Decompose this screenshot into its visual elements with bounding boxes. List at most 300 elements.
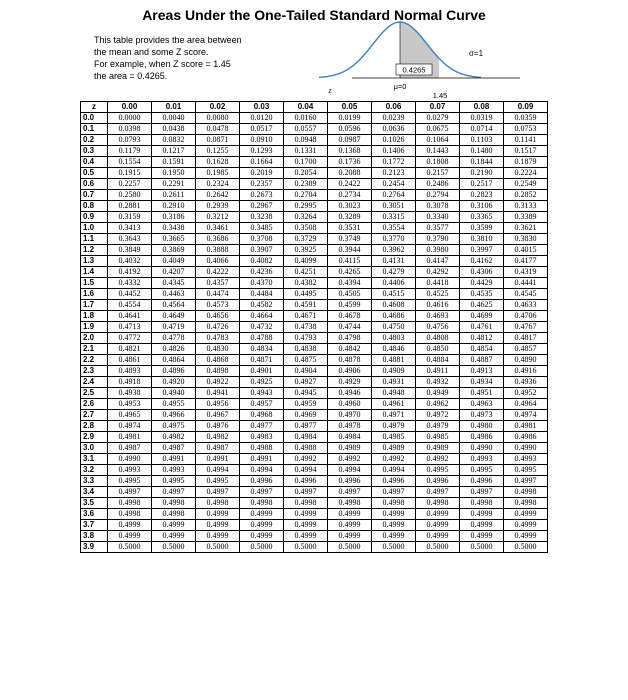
table-cell: 0.4564 [152,300,196,311]
table-cell: 0.3106 [460,201,504,212]
table-row [81,465,548,476]
table-cell: 0.4990 [108,454,152,465]
table-cell: 0.4864 [152,355,196,366]
table-cell: 0.4901 [240,366,284,377]
table-cell: 0.2910 [152,201,196,212]
table-row [81,168,548,179]
table-cell: 0.4993 [108,465,152,476]
table-cell: 0.3621 [504,223,548,234]
table-cell: 0.5000 [196,542,240,553]
table-cell: 0.4875 [284,355,328,366]
row-z-value: 1.1 [81,234,108,245]
table-cell: 0.4582 [240,300,284,311]
table-cell: 0.0910 [240,135,284,146]
table-cell: 0.4998 [196,498,240,509]
table-cell: 0.2995 [284,201,328,212]
table-cell: 0.4738 [284,322,328,333]
table-cell: 0.4972 [416,410,460,421]
table-cell: 0.4265 [328,267,372,278]
table-cell: 0.5000 [108,542,152,553]
table-cell: 0.5000 [284,542,328,553]
row-z-value: 2.1 [81,344,108,355]
table-cell: 0.4999 [196,531,240,542]
table-cell: 0.3665 [152,234,196,245]
table-cell: 0.4952 [504,388,548,399]
table-cell: 0.2486 [416,179,460,190]
table-cell: 0.4909 [372,366,416,377]
row-z-value: 2.8 [81,421,108,432]
table-row [81,322,548,333]
table-cell: 0.2324 [196,179,240,190]
table-cell: 0.4357 [196,278,240,289]
table-cell: 0.3389 [504,212,548,223]
table-cell: 0.3461 [196,223,240,234]
table-cell: 0.4817 [504,333,548,344]
table-cell: 0.4970 [328,410,372,421]
table-cell: 0.4608 [372,300,416,311]
row-z-value: 1.0 [81,223,108,234]
table-row [81,355,548,366]
row-z-value: 0.6 [81,179,108,190]
table-cell: 0.4999 [460,531,504,542]
row-z-value: 3.9 [81,542,108,553]
table-cell: 0.4998 [460,498,504,509]
table-cell: 0.0987 [328,135,372,146]
table-row [81,366,548,377]
table-cell: 0.4463 [152,289,196,300]
table-cell: 0.4992 [372,454,416,465]
table-cell: 0.4986 [460,432,504,443]
table-cell: 0.4988 [240,443,284,454]
table-cell: 0.4976 [196,421,240,432]
table-row [81,157,548,168]
table-cell: 0.0675 [416,124,460,135]
table-cell: 0.4995 [152,476,196,487]
intro-line: For example, when Z score = 1.45 [94,59,231,69]
table-cell: 0.4099 [284,256,328,267]
table-cell: 0.4162 [460,256,504,267]
table-cell: 0.3790 [416,234,460,245]
table-cell: 0.4998 [504,487,548,498]
table-cell: 0.3599 [460,223,504,234]
table-cell: 0.4974 [108,421,152,432]
table-cell: 0.4713 [108,322,152,333]
table-cell: 0.4998 [416,498,460,509]
table-cell: 0.3980 [416,245,460,256]
table-cell: 0.4999 [416,509,460,520]
table-cell: 0.1141 [504,135,548,146]
table-cell: 0.5000 [372,542,416,553]
table-cell: 0.4999 [372,531,416,542]
table-cell: 0.4616 [416,300,460,311]
table-cell: 0.2704 [284,190,328,201]
table-cell: 0.4929 [328,377,372,388]
table-cell: 0.4999 [284,531,328,542]
table-cell: 0.4207 [152,267,196,278]
table-cell: 0.4997 [196,487,240,498]
table-row [81,146,548,157]
table-cell: 0.4505 [328,289,372,300]
table-row [81,509,548,520]
table-cell: 0.0871 [196,135,240,146]
table-cell: 0.4999 [372,509,416,520]
table-cell: 0.4997 [240,487,284,498]
table-cell: 0.4515 [372,289,416,300]
table-cell: 0.4977 [240,421,284,432]
table-cell: 0.4671 [284,311,328,322]
table-cell: 0.3212 [196,212,240,223]
table-cell: 0.2054 [284,168,328,179]
table-cell: 0.4960 [328,399,372,410]
row-z-value: 1.8 [81,311,108,322]
table-cell: 0.4995 [196,476,240,487]
table-cell: 0.4452 [108,289,152,300]
table-cell: 0.4959 [284,399,328,410]
area-label: 0.4265 [402,65,426,75]
table-cell: 0.1480 [460,146,504,157]
row-z-value: 2.3 [81,366,108,377]
table-cell: 0.4998 [108,498,152,509]
table-cell: 0.2611 [152,190,196,201]
table-cell: 0.4979 [416,421,460,432]
table-cell: 0.4920 [152,377,196,388]
table-cell: 0.4989 [372,443,416,454]
table-cell: 0.4922 [196,377,240,388]
table-cell: 0.4997 [416,487,460,498]
table-cell: 0.4999 [504,531,548,542]
table-cell: 0.4962 [416,399,460,410]
table-cell: 0.1736 [328,157,372,168]
table-cell: 0.2580 [108,190,152,201]
table-cell: 0.4854 [460,344,504,355]
table-row [81,190,548,201]
table-cell: 0.4967 [196,410,240,421]
table-row [81,542,548,553]
table-cell: 0.4999 [196,520,240,531]
table-cell: 0.2881 [108,201,152,212]
table-cell: 0.4995 [108,476,152,487]
table-cell: 0.0832 [152,135,196,146]
table-cell: 0.3078 [416,201,460,212]
table-cell: 0.3643 [108,234,152,245]
table-cell: 0.3749 [328,234,372,245]
table-cell: 0.4868 [196,355,240,366]
table-cell: 0.2454 [372,179,416,190]
table-row [81,234,548,245]
table-cell: 0.4633 [504,300,548,311]
table-row [81,344,548,355]
row-z-value: 0.4 [81,157,108,168]
table-row [81,410,548,421]
row-z-value: 2.2 [81,355,108,366]
column-header: 0.03 [240,102,284,113]
table-cell: 0.3849 [108,245,152,256]
table-cell: 0.1517 [504,146,548,157]
table-cell: 0.4599 [328,300,372,311]
table-cell: 0.3997 [460,245,504,256]
z-axis-label: z [328,86,332,95]
table-cell: 0.4857 [504,344,548,355]
table-cell: 0.4997 [108,487,152,498]
row-z-value: 1.6 [81,289,108,300]
table-cell: 0.3869 [152,245,196,256]
table-cell: 0.4656 [196,311,240,322]
table-row [81,289,548,300]
table-cell: 0.4995 [416,465,460,476]
table-cell: 0.0239 [372,113,416,124]
table-cell: 0.2389 [284,179,328,190]
table-cell: 0.4896 [152,366,196,377]
table-cell: 0.4850 [416,344,460,355]
table-cell: 0.1554 [108,157,152,168]
table-cell: 0.1628 [196,157,240,168]
table-cell: 0.4943 [240,388,284,399]
table-cell: 0.4834 [240,344,284,355]
table-cell: 0.4971 [372,410,416,421]
table-cell: 0.3133 [504,201,548,212]
row-z-value: 0.1 [81,124,108,135]
table-cell: 0.4394 [328,278,372,289]
table-cell: 0.3907 [240,245,284,256]
table-cell: 0.3438 [152,223,196,234]
table-cell: 0.3830 [504,234,548,245]
row-z-value: 0.5 [81,168,108,179]
row-z-value: 3.7 [81,520,108,531]
row-z-value: 2.6 [81,399,108,410]
table-cell: 0.2123 [372,168,416,179]
table-cell: 0.4993 [460,454,504,465]
table-cell: 0.4778 [152,333,196,344]
table-cell: 0.4890 [504,355,548,366]
table-cell: 0.3729 [284,234,328,245]
table-cell: 0.4948 [372,388,416,399]
table-cell: 0.4279 [372,267,416,278]
table-row [81,388,548,399]
table-cell: 0.4999 [460,520,504,531]
row-z-value: 3.0 [81,443,108,454]
table-cell: 0.4989 [416,443,460,454]
table-cell: 0.1293 [240,146,284,157]
table-cell: 0.4887 [460,355,504,366]
table-cell: 0.3413 [108,223,152,234]
table-cell: 0.4808 [416,333,460,344]
table-cell: 0.4998 [152,509,196,520]
table-cell: 0.0948 [284,135,328,146]
table-row [81,201,548,212]
table-row [81,333,548,344]
table-cell: 0.2734 [328,190,372,201]
table-cell: 0.2291 [152,179,196,190]
table-cell: 0.2549 [504,179,548,190]
table-cell: 0.4545 [504,289,548,300]
table-cell: 0.3962 [372,245,416,256]
table-cell: 0.2967 [240,201,284,212]
table-cell: 0.3810 [460,234,504,245]
table-cell: 0.1700 [284,157,328,168]
table-cell: 0.3531 [328,223,372,234]
table-cell: 0.4990 [460,443,504,454]
table-cell: 0.4788 [240,333,284,344]
table-cell: 0.0793 [108,135,152,146]
table-cell: 0.4938 [108,388,152,399]
table-cell: 0.4983 [240,432,284,443]
table-cell: 0.4793 [284,333,328,344]
row-z-value: 1.7 [81,300,108,311]
table-cell: 0.4981 [108,432,152,443]
table-cell: 0.3708 [240,234,284,245]
table-cell: 0.4992 [416,454,460,465]
table-cell: 0.4992 [328,454,372,465]
table-cell: 0.4995 [460,465,504,476]
table-cell: 0.4147 [416,256,460,267]
table-cell: 0.4884 [416,355,460,366]
table-cell: 0.4968 [240,410,284,421]
table-cell: 0.1879 [504,157,548,168]
table-cell: 0.4726 [196,322,240,333]
table-cell: 0.3315 [372,212,416,223]
table-cell: 0.4988 [284,443,328,454]
table-cell: 0.4985 [372,432,416,443]
table-cell: 0.4525 [416,289,460,300]
table-cell: 0.4319 [504,267,548,278]
table-cell: 0.0120 [240,113,284,124]
table-row [81,311,548,322]
table-row [81,454,548,465]
table-cell: 0.4991 [196,454,240,465]
table-cell: 0.1368 [328,146,372,157]
table-cell: 0.3888 [196,245,240,256]
table-row [81,443,548,454]
table-cell: 0.3770 [372,234,416,245]
table-cell: 0.3686 [196,234,240,245]
table-cell: 0.3238 [240,212,284,223]
table-cell: 0.4535 [460,289,504,300]
table-row [81,113,548,124]
table-cell: 0.4898 [196,366,240,377]
row-z-value: 1.4 [81,267,108,278]
table-cell: 0.4032 [108,256,152,267]
table-row [81,377,548,388]
table-cell: 0.4977 [284,421,328,432]
table-cell: 0.4927 [284,377,328,388]
table-cell: 0.4991 [152,454,196,465]
table-cell: 0.4893 [108,366,152,377]
table-cell: 0.4904 [284,366,328,377]
table-cell: 0.4964 [504,399,548,410]
table-cell: 0.4965 [108,410,152,421]
table-cell: 0.1950 [152,168,196,179]
table-cell: 0.4066 [196,256,240,267]
table-cell: 0.4981 [504,421,548,432]
table-cell: 0.4999 [460,509,504,520]
table-cell: 0.4332 [108,278,152,289]
table-cell: 0.4761 [460,322,504,333]
table-cell: 0.4998 [284,498,328,509]
table-cell: 0.3577 [416,223,460,234]
table-cell: 0.2422 [328,179,372,190]
table-cell: 0.3485 [240,223,284,234]
table-cell: 0.1331 [284,146,328,157]
table-cell: 0.4641 [108,311,152,322]
table-cell: 0.4821 [108,344,152,355]
table-cell: 0.4706 [504,311,548,322]
table-cell: 0.2939 [196,201,240,212]
row-z-value: 2.0 [81,333,108,344]
row-z-value: 1.3 [81,256,108,267]
table-cell: 0.4177 [504,256,548,267]
intro-line: This table provides the area between [94,35,242,45]
table-cell: 0.0040 [152,113,196,124]
table-row [81,476,548,487]
table-cell: 0.0160 [284,113,328,124]
table-row [81,124,548,135]
row-z-value: 0.8 [81,201,108,212]
table-cell: 0.4649 [152,311,196,322]
table-row [81,267,548,278]
table-cell: 0.4998 [372,498,416,509]
intro-line: the mean and some Z score. [94,47,209,57]
table-cell: 0.4999 [240,509,284,520]
table-cell: 0.4999 [328,531,372,542]
table-row [81,421,548,432]
table-cell: 0.0596 [328,124,372,135]
table-row [81,256,548,267]
table-cell: 0.4987 [108,443,152,454]
table-cell: 0.1664 [240,157,284,168]
table-cell: 0.4980 [460,421,504,432]
table-cell: 0.4985 [416,432,460,443]
table-cell: 0.1217 [152,146,196,157]
table-cell: 0.4345 [152,278,196,289]
table-cell: 0.4842 [328,344,372,355]
row-z-value: 1.9 [81,322,108,333]
table-cell: 0.5000 [460,542,504,553]
table-cell: 0.4973 [460,410,504,421]
table-cell: 0.4826 [152,344,196,355]
table-cell: 0.3159 [108,212,152,223]
z-column-header: z [81,102,108,113]
column-header: 0.07 [416,102,460,113]
table-cell: 0.0279 [416,113,460,124]
table-cell: 0.4918 [108,377,152,388]
table-cell: 0.3264 [284,212,328,223]
table-cell: 0.4756 [416,322,460,333]
table-cell: 0.2357 [240,179,284,190]
table-cell: 0.4998 [152,498,196,509]
table-cell: 0.4998 [328,498,372,509]
table-cell: 0.4418 [416,278,460,289]
table-cell: 0.4474 [196,289,240,300]
table-cell: 0.4115 [328,256,372,267]
page-title: Areas Under the One-Tailed Standard Normal Curve [142,7,486,23]
row-z-value: 0.3 [81,146,108,157]
row-z-value: 1.5 [81,278,108,289]
table-cell: 0.4686 [372,311,416,322]
table-cell: 0.4925 [240,377,284,388]
table-cell: 0.4984 [284,432,328,443]
row-z-value: 3.1 [81,454,108,465]
table-cell: 0.4961 [372,399,416,410]
table-cell: 0.4995 [504,465,548,476]
table-row [81,245,548,256]
table-cell: 0.4625 [460,300,504,311]
table-cell: 0.4999 [416,520,460,531]
table-cell: 0.4994 [328,465,372,476]
table-cell: 0.4986 [504,432,548,443]
table-cell: 0.4999 [108,520,152,531]
table-cell: 0.4953 [108,399,152,410]
table-cell: 0.4999 [152,520,196,531]
